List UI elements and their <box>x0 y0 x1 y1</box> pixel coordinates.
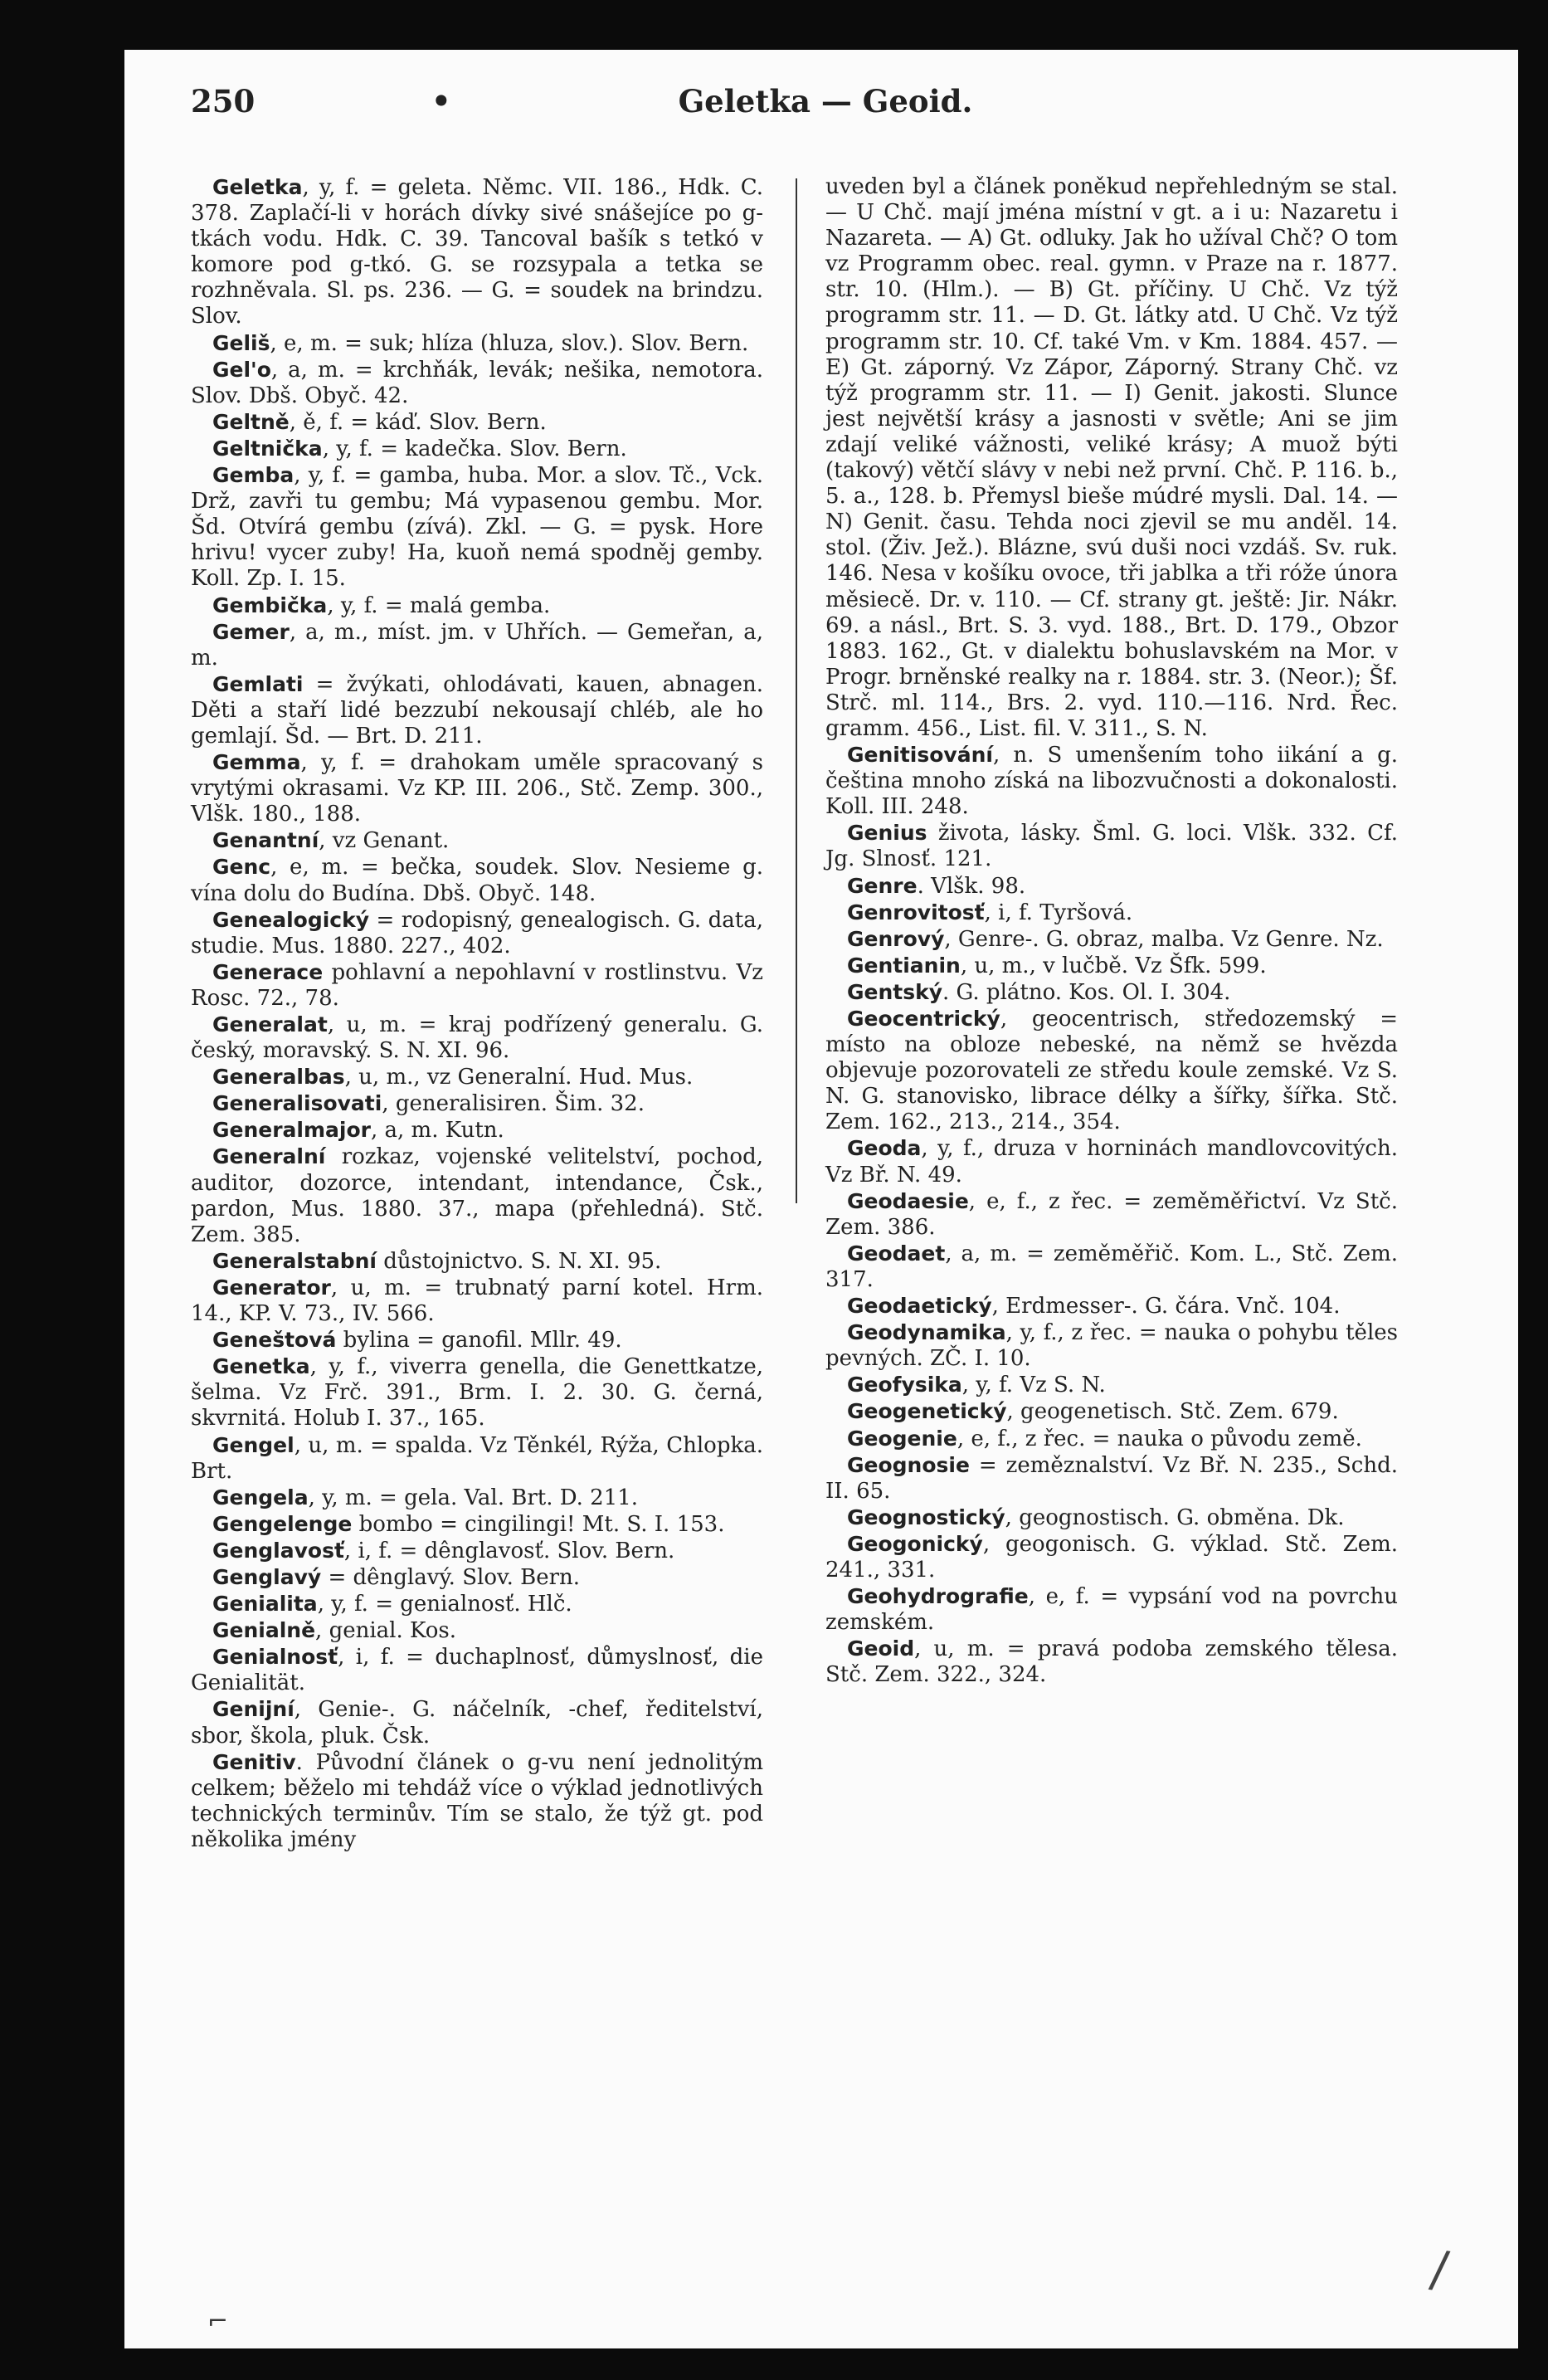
dictionary-entry <box>825 1531 1398 1583</box>
dictionary-entry <box>825 1293 1398 1319</box>
entry-headword: Geogonický <box>847 1531 983 1556</box>
entry-headword: Geognostický <box>847 1505 1005 1529</box>
entry-headword: Genitiv <box>212 1749 296 1774</box>
dictionary-entry <box>191 1617 763 1644</box>
dictionary-entry <box>825 1583 1398 1636</box>
entry-headword: Gemer <box>212 619 290 644</box>
entry-definition: = zeměznalství. Vz Bř. N. 235., Schd. II. 65. <box>825 1452 1398 1504</box>
entry-headword: Gemlati <box>212 671 304 696</box>
entry-headword: Genealogický <box>212 907 370 932</box>
dictionary-entry <box>191 462 763 592</box>
entry-definition: , a, m., míst. jm. v Uhřích. — Gemeřan, a, m. <box>191 619 763 671</box>
dictionary-entry <box>825 926 1398 953</box>
entry-headword: Geodaetický <box>847 1294 992 1319</box>
dictionary-entry <box>825 1241 1398 1293</box>
dictionary-entry <box>191 1644 763 1696</box>
entry-definition: , y, f., druza v horninách mandlovcovitých. Vz Bř. N. 49. <box>825 1136 1398 1188</box>
header-bullet: • <box>431 83 451 119</box>
entry-definition: , geognostisch. G. obměna. Dk. <box>1005 1505 1345 1530</box>
entry-definition: , u, m., v lučbě. Vz Šfk. 599. <box>960 953 1267 978</box>
dictionary-entry <box>191 749 763 827</box>
entry-definition: , genial. Kos. <box>315 1618 456 1644</box>
dictionary-entry <box>191 1591 763 1617</box>
entry-headword: Gengel <box>212 1432 295 1457</box>
dictionary-entry <box>191 593 763 619</box>
entry-headword: Geohydrografie <box>847 1584 1029 1609</box>
running-header <box>191 83 1460 133</box>
entry-definition: , n. S umenšením toho iikání a g. čeština mnoho získá na libozvučnosti a dokonalosti. Koll. III. 248. <box>825 743 1398 820</box>
dictionary-entry <box>191 854 763 906</box>
dictionary-entry <box>191 1144 763 1247</box>
entry-headword: Geogenie <box>847 1426 957 1451</box>
entry-definition: , i, f. = dênglavosť. Slov. Bern. <box>343 1538 675 1563</box>
entry-definition: , a, m. Kutn. <box>371 1118 504 1144</box>
dictionary-entry <box>825 873 1398 900</box>
dictionary-entry <box>191 1064 763 1090</box>
entry-definition: , geogonisch. G. výklad. Stč. Zem. 241., 331. <box>825 1531 1398 1583</box>
entry-definition: , i, f. Tyršová. <box>984 900 1133 925</box>
entry-definition: , u, m. = kraj podřízený generalu. G. český, moravský. S. N. XI. 96. <box>191 1012 763 1064</box>
header-headwords: Geletka — Geoid. <box>678 83 973 119</box>
entry-headword: Genrovitosť <box>847 900 985 924</box>
entry-headword: Geoda <box>847 1136 922 1161</box>
entry-headword: Genetka <box>212 1354 310 1379</box>
entry-definition: důstojnictvo. S. N. XI. 95. <box>376 1248 662 1274</box>
entry-definition: , y, f. = geleta. Němc. VII. 186., Hdk. C. 378. Zaplačí-li v horách dívky sivé snášejíce po g-tkách vodu. Hdk. C. 39. Tancoval bašík s tetkó v komore pod g-tkó. G. se rozsypala a tetka se rozhněvala. Sl. ps. 236. — G. = soudek na brindzu. Slov. <box>191 175 763 329</box>
entry-definition: = dênglavý. Slov. Bern. <box>321 1564 581 1590</box>
entry-headword: Gembička <box>212 593 328 617</box>
dictionary-entry <box>191 619 763 671</box>
entry-definition: , Genre-. G. obraz, malba. Vz Genre. Nz. <box>944 926 1384 952</box>
dictionary-entry <box>191 436 763 462</box>
entry-headword: Gengela <box>212 1485 309 1509</box>
dictionary-entry <box>825 953 1398 979</box>
entry-headword: Geodaesie <box>847 1188 969 1213</box>
entry-headword: Genijní <box>212 1697 295 1722</box>
dictionary-entry <box>191 1749 763 1853</box>
entry-headword: Generalisovati <box>212 1091 382 1116</box>
entry-headword: Generalat <box>212 1012 328 1036</box>
entry-definition: , geocentrisch, středozemský = místo na obloze nebeské, na němž se hvězda objevuje pozorovateli ze středu koule zemské. Vz S. N. G. stanovisko, librace délky a šířky, šířka. Stč. Zem. 162., 213., 214., 354. <box>825 1007 1398 1135</box>
entry-headword: Genglavý <box>212 1564 322 1589</box>
right-column <box>825 174 1398 1688</box>
dictionary-entry <box>191 1327 763 1353</box>
entry-headword: Gemba <box>212 463 295 488</box>
entry-headword: Geoid <box>847 1636 915 1661</box>
entry-definition: , e, f., z řec. = zeměměřictví. Vz Stč. Zem. 386. <box>825 1188 1398 1240</box>
entry-headword: Genrový <box>847 926 945 951</box>
entry-definition: . Původní článek o g-vu není jednolitým celkem; běželo mi tehdáž více o výklad jednotlivých technických terminův. Tím se stalo, že týž gt. pod několika jmény <box>191 1749 763 1852</box>
entry-headword: Geognosie <box>847 1452 970 1477</box>
left-column <box>191 174 763 1853</box>
dictionary-entry <box>191 357 763 409</box>
entry-definition: , y, f., viverra genella, die Genettkatze, šelma. Vz Frč. 391., Brm. I. 2. 30. G. černá, skvrnitá. Holub I. 37., 165. <box>191 1354 763 1431</box>
entry-headword: Gentský <box>847 979 943 1004</box>
entry-definition: , y, f. = malá gemba. <box>327 593 551 618</box>
entry-headword: Gel'o <box>212 357 271 382</box>
entry-definition: , vz Genant. <box>319 828 450 854</box>
dictionary-entry <box>191 330 763 357</box>
entry-definition: , e, m. = suk; hlíza (hluza, slov.). Slov. Bern. <box>270 330 749 356</box>
dictionary-entry <box>191 1248 763 1275</box>
dictionary-entry <box>825 900 1398 926</box>
entry-headword: Gengelenge <box>212 1511 353 1536</box>
entry-definition: , y, f. = gamba, huba. Mor. a slov. Tč., Vck. Drž, zavři tu gembu; Má vypasenou gembu. Mor. Šd. Otvírá gembu (zívá). Zkl. — G. = pysk. Hore hrivu! vycer zuby! Ha, kuoň nemá spodněj gemby. Koll. Zp. I. 15. <box>191 463 763 592</box>
entry-definition: , e, m. = bečka, soudek. Slov. Nesieme g. vína dolu do Budína. Dbš. Obyč. 148. <box>191 855 763 906</box>
entry-headword: Generalmajor <box>212 1118 371 1143</box>
dictionary-page <box>124 50 1518 2348</box>
dictionary-entry <box>191 1090 763 1117</box>
entry-headword: Generator <box>212 1275 331 1300</box>
dictionary-entry <box>825 820 1398 872</box>
dictionary-entry <box>825 1319 1398 1372</box>
entry-headword: Generalní <box>212 1144 326 1169</box>
entry-headword: Generalbas <box>212 1065 345 1090</box>
column-divider <box>796 178 797 1203</box>
entry-definition: , y, m. = gela. Val. Brt. D. 211. <box>308 1485 639 1510</box>
entry-definition: , e, f. = vypsání vod na povrchu zemském. <box>825 1584 1398 1636</box>
entry-definition: . Vlšk. 98. <box>917 873 1026 899</box>
page-number: 250 <box>191 83 256 119</box>
entry-definition: , i, f. = duchaplnosť, důmyslnosť, die Genialität. <box>191 1645 763 1696</box>
entry-headword: Genitisování <box>847 743 993 768</box>
dictionary-entry <box>825 1636 1398 1688</box>
entry-definition: , Genie-. G. náčelník, -chef, ředitelství, sbor, škola, pluk. Čsk. <box>191 1697 763 1748</box>
entry-definition: , a, m. = krchňák, levák; nešika, nemotora. Slov. Dbš. Obyč. 42. <box>191 357 763 408</box>
entry-definition: bylina = ganofil. Mllr. 49. <box>336 1328 622 1353</box>
entry-headword: Generace <box>212 959 324 984</box>
entry-definition: , Erdmesser-. G. čára. Vnč. 104. <box>991 1294 1341 1319</box>
dictionary-entry <box>191 1275 763 1327</box>
entry-definition: , generalisiren. Šim. 32. <box>382 1091 645 1117</box>
dictionary-entry <box>825 1006 1398 1135</box>
dictionary-entry <box>825 1135 1398 1188</box>
dictionary-entry <box>191 1538 763 1564</box>
entry-definition: , u, m. = trubnatý parní kotel. Hrm. 14., KP. V. 73., IV. 566. <box>191 1275 763 1327</box>
entry-headword: Gentianin <box>847 953 961 978</box>
entry-definition: , y, f. Vz S. N. <box>961 1373 1106 1398</box>
dictionary-entry <box>191 1511 763 1538</box>
entry-definition: , geogenetisch. Stč. Zem. 679. <box>1006 1399 1339 1425</box>
dictionary-entry <box>825 1426 1398 1452</box>
entry-definition: bombo = cingilingi! Mt. S. I. 153. <box>352 1511 725 1537</box>
entry-headword: Genialnosť <box>212 1645 338 1670</box>
dictionary-entry <box>825 174 1398 742</box>
entry-definition: = rodopisný, genealogisch. G. data, studie. Mus. 1880. 227., 402. <box>191 907 763 958</box>
entry-definition: rozkaz, vojenské velitelství, pochod, auditor, dozorce, intendant, intendance, Čsk., pardon, Mus. 1880. 37., mapa (přehledná). Stč. Zem. 385. <box>191 1144 763 1247</box>
entry-definition: , u, m., vz Generalní. Hud. Mus. <box>344 1065 694 1090</box>
dictionary-entry <box>191 907 763 959</box>
entry-definition: , ě, f. = káď. Slov. Bern. <box>289 409 547 435</box>
entry-headword: Geneštová <box>212 1328 337 1353</box>
entry-definition: , y, f. = genialnosť. Hlč. <box>317 1592 572 1617</box>
entry-definition: , u, m. = spalda. Vz Těnkél, Rýža, Chlopka. Brt. <box>191 1432 763 1484</box>
dictionary-entry <box>825 1452 1398 1505</box>
entry-definition: , y, f. = drahokam uměle spracovaný s vrytými okrasami. Vz KP. III. 206., Stč. Zemp. 300., Vlšk. 180., 188. <box>191 750 763 827</box>
dictionary-entry <box>191 1485 763 1511</box>
entry-headword: Geletka <box>212 175 303 199</box>
entry-headword: Geocentrický <box>847 1007 1000 1031</box>
entry-definition: = žvýkati, ohlodávati, kauen, abnagen. Děti a staří lidé bezzubí nekousají chléb, ale ho gemlají. Šd. — Brt. D. 211. <box>191 671 763 749</box>
dictionary-entry <box>191 1564 763 1591</box>
entry-definition: . G. plátno. Kos. Ol. I. 304. <box>942 979 1231 1005</box>
dictionary-entry <box>191 1353 763 1431</box>
dictionary-entry <box>191 827 763 854</box>
entry-headword: Geogenetický <box>847 1399 1007 1424</box>
dictionary-entry <box>191 409 763 436</box>
dictionary-entry <box>825 979 1398 1006</box>
entry-headword: Genc <box>212 855 271 880</box>
entry-definition: života, lásky. Šml. G. loci. Vlšk. 332. Cf. Jg. Slnosť. 121. <box>825 821 1398 872</box>
dictionary-entry <box>191 1432 763 1485</box>
entry-headword: Geliš <box>212 330 270 355</box>
entry-headword: Genantní <box>212 828 319 853</box>
entry-definition: , y, f., z řec. = nauka o pohybu těles pevných. ZČ. I. 10. <box>825 1320 1398 1372</box>
entry-headword: Gemma <box>212 750 301 775</box>
dictionary-entry <box>191 174 763 330</box>
dictionary-entry <box>825 1188 1398 1241</box>
dictionary-entry <box>191 1117 763 1144</box>
dictionary-entry <box>825 1372 1398 1398</box>
entry-headword: Genialita <box>212 1592 318 1617</box>
dictionary-entry <box>191 1012 763 1064</box>
entry-headword: Genius <box>847 821 927 846</box>
entry-definition: , y, f. = kadečka. Slov. Bern. <box>322 436 627 461</box>
entry-definition: , e, f., z řec. = nauka o původu země. <box>957 1426 1362 1451</box>
entry-headword: Geltnička <box>212 436 323 461</box>
entry-headword: Geodynamika <box>847 1320 1006 1345</box>
pencil-mark: / <box>1427 2239 1452 2300</box>
entry-headword: Generalstabní <box>212 1248 377 1273</box>
entry-headword: Genialně <box>212 1618 316 1643</box>
dictionary-entry <box>825 1398 1398 1425</box>
entry-headword: Geofysika <box>847 1373 962 1397</box>
dictionary-entry <box>191 959 763 1012</box>
entry-definition: , a, m. = zeměměřič. Kom. L., Stč. Zem. 317. <box>825 1241 1398 1292</box>
dictionary-entry <box>825 1505 1398 1531</box>
margin-mark: ⌐ <box>207 2307 229 2336</box>
entry-definition: pohlavní a nepohlavní v rostlinstvu. Vz Rosc. 72., 78. <box>191 959 763 1011</box>
entry-headword: Geltně <box>212 409 290 434</box>
entry-headword: Genglavosť <box>212 1538 344 1563</box>
entry-definition: uveden byl a článek poněkud nepřehledným se stal. — U Chč. mají jména místní v gt. a i u: Nazaretu i Nazareta. — A) Gt. odluky. Jak ho užíval Chč? O tom vz Programm obec. real. gymn. v Praze na r. 1877. str. 10. (Hlm.). — B) Gt. příčiny. U Chč. Vz týž programm str. 11. — D. Gt. látky atd. U Chč. Vz týž programm str. 10. Cf. také Vm. v Km. 1884. 457. — E) Gt. záporný. Vz Zápor, Záporný. Strany Chč. vz týž programm str. 11. — I) Genit. jakosti. Slunce jest největší krásy a jasnosti v světle; Ani se jim zdají veliké vážnosti, veliké krásy; A muož býti (takový) větčí slávy v nebi než první. Chč. P. 116. b., 5. a., 128. b. Přemysl bieše múdré mysli. Dal. 14. — N) Genit. času. Tehda noci zjevil se mu anděl. 14. stol. (Živ. Jež.). Blázne, svú duši noci vzdáš. Sv. ruk. 146. Nesa v košíku ovoce, tři jablka a tři róže února měsiecě. Dr. v. 110. — Cf. strany gt. ještě: Jir. Nákr. 69. a násl., Brt. S. 3. vyd. 188., Brt. D. 179., Obzor 1883. 162., Gt. v dialektu bohuslavském na Mor. v Progr. brněnské realky na r. 1884. str. 3. (Neor.); Šf. Strč. ml. 114., Brs. 2. vyd. 110.—116. Nrd. Řec. gramm. 456., List. fil. V. 311., S. N. <box>825 174 1398 741</box>
entry-definition: , u, m. = pravá podoba zemského tělesa. Stč. Zem. 322., 324. <box>825 1636 1398 1688</box>
entry-headword: Geodaet <box>847 1241 946 1266</box>
dictionary-entry <box>191 1696 763 1748</box>
dictionary-entry <box>825 742 1398 820</box>
dictionary-entry <box>191 671 763 749</box>
entry-headword: Genre <box>847 873 918 898</box>
